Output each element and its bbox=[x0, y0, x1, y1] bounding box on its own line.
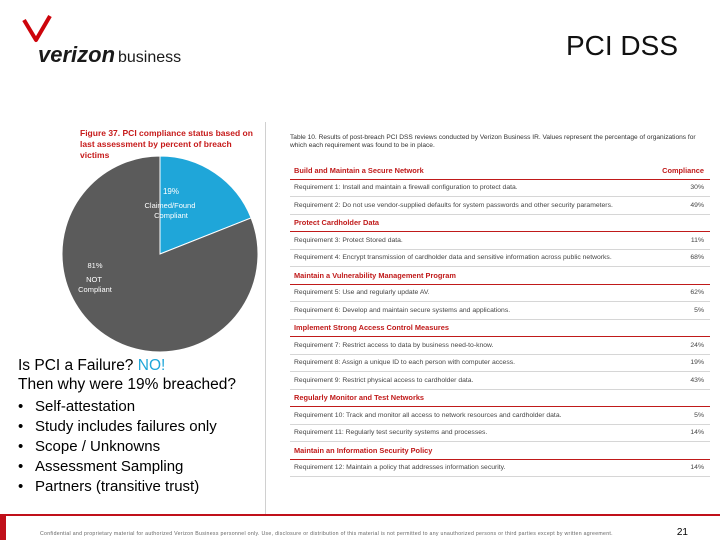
requirement-text: Requirement 7: Restrict access to data by business need-to-know. bbox=[294, 341, 494, 349]
compliance-value: 49% bbox=[690, 201, 704, 209]
requirement-text: Requirement 11: Regularly test security systems and processes. bbox=[294, 429, 488, 437]
footer-confidentiality-notice: Confidential and proprietary material for authorized Verizon Business personnel only. Use, disclosure or distribution of this material is not permitted to any unauthorized persons or third parties except by written agreement. bbox=[40, 531, 613, 537]
not-compliant-label-line2: Compliant bbox=[78, 285, 112, 294]
requirement-text: Requirement 12: Maintain a policy that addresses information security. bbox=[294, 464, 506, 472]
table-row bbox=[290, 250, 710, 268]
bullet-item: • Study includes failures only bbox=[18, 417, 217, 437]
slide-title: PCI DSS bbox=[565, 30, 678, 61]
compliance-value: 43% bbox=[690, 376, 704, 384]
table-section-header bbox=[290, 162, 710, 180]
headline bbox=[18, 356, 236, 394]
requirement-text: Requirement 5: Use and regularly update AV. bbox=[294, 289, 430, 297]
bullet-item: • Assessment Sampling bbox=[18, 457, 217, 477]
logo-graphic bbox=[18, 14, 188, 74]
requirement-text: Requirement 2: Do not use vendor-supplied defaults for system passwords and other security parameters. bbox=[294, 201, 613, 209]
table-row bbox=[290, 337, 710, 355]
not-compliant-label-line1: NOT bbox=[86, 275, 102, 284]
compliant-pct-label: 19% bbox=[162, 187, 180, 196]
compliance-value: 30% bbox=[690, 184, 704, 192]
compliance-value: 5% bbox=[694, 306, 704, 314]
logo-brand-text: verizon bbox=[38, 42, 116, 67]
requirement-text: Requirement 4: Encrypt transmission of cardholder data and sensitive information across public networks. bbox=[294, 254, 612, 262]
table-row bbox=[290, 197, 710, 215]
figure-caption: Figure 37. PCI compliance status based on last assessment by percent of breach victims bbox=[80, 128, 253, 160]
section-title: Maintain a Vulnerability Management Program bbox=[294, 270, 456, 280]
compliance-pie-chart bbox=[40, 148, 280, 358]
table-caption: Table 10. Results of post-breach PCI DSS reviews conducted by Verizon Business IR. Values represent the percentage of organizations for which each requirement was found to be in place. bbox=[290, 134, 696, 149]
bullet-item: • Partners (transitive trust) bbox=[18, 477, 217, 497]
compliance-value: Compliance bbox=[662, 165, 704, 175]
compliance-value: 68% bbox=[690, 254, 704, 262]
requirement-text: Requirement 8: Assign a unique ID to each person with computer access. bbox=[294, 359, 516, 367]
table-row bbox=[290, 302, 710, 320]
requirement-text: Requirement 9: Restrict physical access to cardholder data. bbox=[294, 376, 474, 384]
bullet-item: • Self-attestation bbox=[18, 397, 217, 417]
table-section-header bbox=[290, 267, 710, 285]
compliance-value: 14% bbox=[690, 429, 704, 437]
headline-line-1 bbox=[18, 356, 236, 375]
table-row bbox=[290, 425, 710, 443]
compliance-value: 24% bbox=[690, 341, 704, 349]
requirement-text: Requirement 3: Protect Stored data. bbox=[294, 236, 403, 244]
pci-requirements-table bbox=[290, 162, 710, 477]
compliance-value: 14% bbox=[690, 464, 704, 472]
headline-question: Is PCI a Failure? bbox=[18, 357, 138, 374]
requirement-text: Requirement 10: Track and monitor all access to network resources and cardholder data. bbox=[294, 411, 562, 419]
table-row bbox=[290, 460, 710, 478]
compliance-value: 11% bbox=[690, 236, 704, 244]
bullet-item: • Scope / Unknowns bbox=[18, 437, 217, 457]
page-number: 21 bbox=[676, 527, 688, 538]
table-row bbox=[290, 355, 710, 373]
headline-answer: NO! bbox=[137, 357, 166, 374]
table-row bbox=[290, 407, 710, 425]
requirement-text: Requirement 1: Install and maintain a firewall configuration to protect data. bbox=[294, 184, 518, 192]
reasons-bullet-list bbox=[18, 397, 217, 497]
section-title: Build and Maintain a Secure Network bbox=[294, 165, 424, 175]
section-title: Maintain an Information Security Policy bbox=[294, 445, 433, 455]
footer-accent-strip bbox=[0, 514, 6, 540]
table-section-header bbox=[290, 442, 710, 460]
table-section-header bbox=[290, 320, 710, 338]
table-row bbox=[290, 372, 710, 390]
column-divider bbox=[265, 122, 266, 514]
compliance-value: 62% bbox=[690, 289, 704, 297]
headline-line-2: Then why were 19% breached? bbox=[18, 376, 236, 393]
logo-check-mark-icon bbox=[24, 16, 50, 40]
compliance-value: 5% bbox=[694, 411, 704, 419]
footer-bar bbox=[0, 514, 720, 542]
table-row bbox=[290, 232, 710, 250]
section-title: Protect Cardholder Data bbox=[294, 218, 380, 228]
section-title: Implement Strong Access Control Measures bbox=[294, 323, 449, 333]
compliance-value: 19% bbox=[690, 359, 704, 367]
table-section-header bbox=[290, 215, 710, 233]
compliant-label-line2: Compliant bbox=[154, 211, 188, 220]
not-compliant-pct-label: 81% bbox=[87, 261, 103, 270]
compliant-label-line1: Claimed/Found bbox=[144, 201, 196, 210]
section-title: Regularly Monitor and Test Networks bbox=[294, 393, 425, 403]
table-row bbox=[290, 285, 710, 303]
table-section-header bbox=[290, 390, 710, 408]
logo-suffix-text: business bbox=[118, 49, 182, 66]
table-row bbox=[290, 180, 710, 198]
verizon-business-logo bbox=[18, 14, 188, 74]
requirement-text: Requirement 6: Develop and maintain secure systems and applications. bbox=[294, 306, 511, 314]
